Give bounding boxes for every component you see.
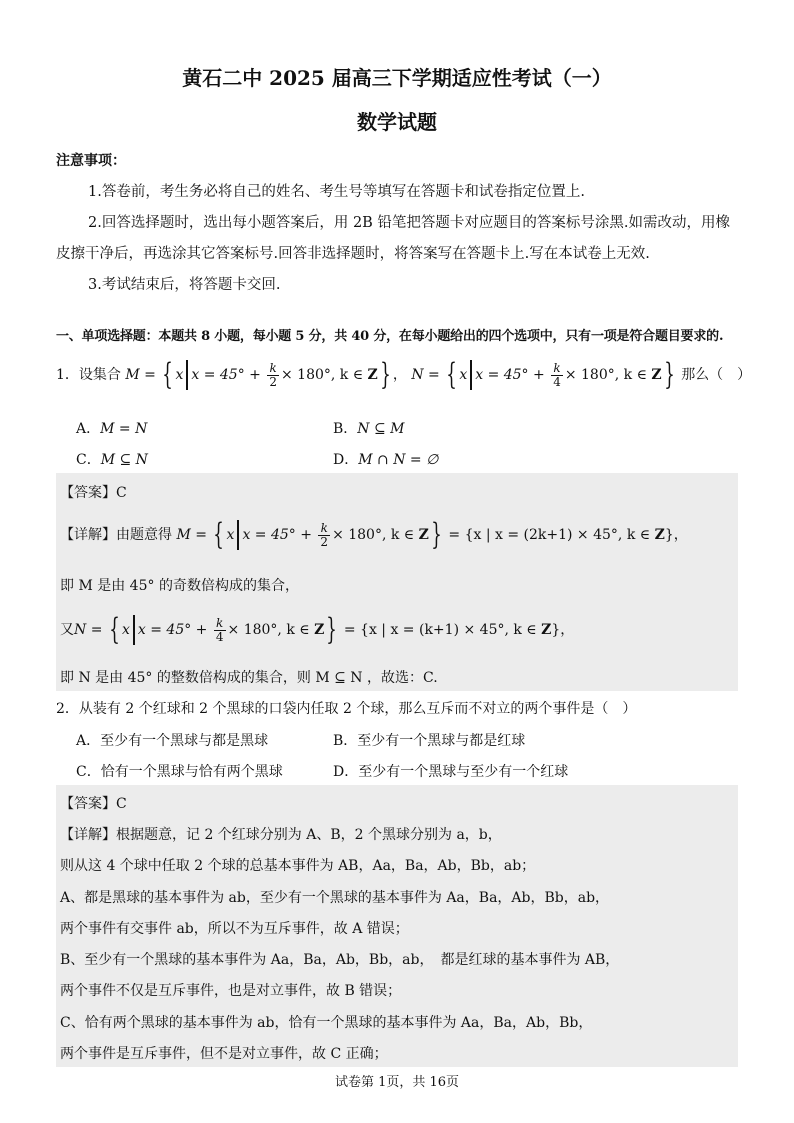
exam-subtitle: 数学试题 [357, 110, 437, 134]
left-brace: { [162, 357, 174, 392]
q1-detail-line-1: 【详解】由题意得 M = { x x = 45° + $\frac{k}{2}$ × 180°, k ∈ Z} = {x | x = (2k+1) × 45°, k ∈ Z}， [60, 517, 688, 552]
q2-detail-line: A、都是黑球的基本事件为 ab，至少有一个黑球的基本事件为 Aa，Ba，Ab，Bb，ab， [60, 890, 610, 906]
note-item: 3.考试结束后，将答题卡交回. [88, 277, 281, 293]
expr-a: x = 45° + [191, 367, 261, 383]
note-item: 2.回答选择题时，选出每小题答案后，用 2B 铅笔把答题卡对应题目的答案标号涂黑.如需改动，用橡皮擦干净后，再选涂其它答案标号.回答非选择题时，将答案写在答题卡上.写在本试卷上无效. [56, 215, 731, 262]
exam-title: 黄石二中 2025 届高三下学期适应性考试（一） [182, 66, 612, 90]
q1-tail: 那么（ ） [681, 367, 752, 383]
q2-detail-line: 则从这 4 个球中任取 2 个球的总基本事件为 AB，Aa，Ba，Ab，Bb，ab； [60, 858, 536, 874]
notes-heading: 注意事项： [56, 153, 126, 169]
section-heading: 一、单项选择题：本题共 8 小题，每小题 5 分，共 40 分，在每小题给出的四个选项中，只有一项是符合题目要求的. [56, 329, 724, 344]
q2-detail-line: 两个事件是互斥事件，但不是对立事件，故 C 正确； [60, 1046, 388, 1062]
set-bar [186, 360, 188, 390]
q1-option-b: B．N ⊆ M [333, 421, 405, 437]
q1-detail-line-4: 即 N 是由 45° 的整数倍构成的集合，则 M ⊆ N ，故选：C. [60, 670, 438, 686]
fraction-k-2: $\frac{k}{2}$ [269, 360, 277, 389]
q1-number: 1． [56, 367, 79, 383]
q2-option-a: A．至少有一个黑球与都是黑球 [76, 733, 269, 749]
q1-option-a: A．M = N [76, 421, 148, 437]
q2-option-c: C．恰有一个黑球与恰有两个黑球 [76, 764, 283, 780]
right-brace: } [380, 357, 391, 392]
note-item: 1.答卷前，考生务必将自己的姓名、考生号等填写在答题卡和试卷指定位置上. [88, 184, 585, 200]
q1-detail-line-2: 即 M 是由 45° 的奇数倍构成的集合， [60, 578, 299, 594]
q2-detail-line: 两个事件不仅是互斥事件，也是对立事件，故 B 错误； [60, 983, 402, 999]
q2-option-b: B．至少有一个黑球与都是红球 [333, 733, 526, 749]
q1-lead: 设集合 [78, 367, 121, 383]
q1-stem: 1．设集合 M = { x x = 45° + $\frac{k}{2}$ × 180°, k ∈ Z} ， N = { x x = 45° + $\frac{k}{4}$ × 180°, k ∈ Z} 那么（ ） [56, 357, 752, 392]
fraction-k-4: $\frac{k}{4}$ [553, 360, 561, 389]
q2-detail-line: B、至少有一个黑球的基本事件为 Aa，Ba，Ab，Bb，ab， 都是红球的基本事件为 AB， [60, 952, 620, 968]
q2-detail-line: 【详解】根据题意，记 2 个红球分别为 A、B，2 个黑球分别为 a，b， [60, 827, 502, 843]
set-n-var: N [411, 367, 424, 383]
expr-b: × 180°, k ∈ [280, 367, 364, 383]
q2-option-d: D．至少有一个黑球与至少有一个红球 [333, 764, 569, 780]
q2-answer: 【答案】C [60, 796, 127, 812]
q2-stem: 2．从装有 2 个红球和 2 个黑球的口袋内任取 2 个球，那么互斥而不对立的两个事件是（ ） [56, 701, 637, 717]
q2-detail-line: 两个事件有交事件 ab，所以不为互斥事件，故 A 错误； [60, 921, 409, 937]
q1-option-c: C．M ⊆ N [76, 452, 148, 468]
q1-answer: 【答案】C [60, 485, 127, 501]
set-m-var: M [125, 367, 140, 383]
q2-detail-line: C、恰有两个黑球的基本事件为 ab，恰有一个黑球的基本事件为 Aa，Ba，Ab，Bb， [60, 1015, 593, 1031]
page-footer: 试卷第 1页，共 16页 [334, 1075, 460, 1090]
q1-option-d: D．M ∩ N = ∅ [333, 452, 439, 468]
notes-block [56, 146, 742, 301]
q1-detail-line-3: 又N = { x x = 45° + $\frac{k}{4}$ × 180°, k ∈ Z} = {x | x = (k+1) × 45°, k ∈ Z}， [60, 612, 575, 647]
